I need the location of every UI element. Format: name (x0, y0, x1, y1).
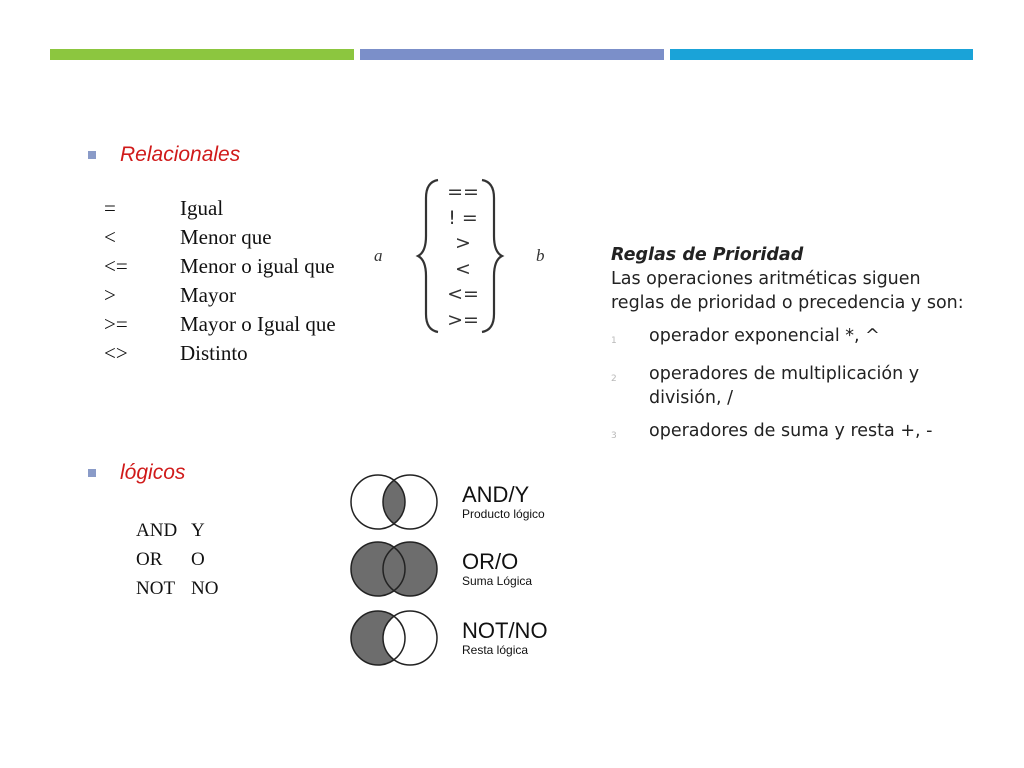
operator-symbol: = (104, 196, 116, 220)
operator-symbol: >= (104, 312, 128, 336)
brace-operator: < (455, 257, 471, 280)
relational-operators-table (104, 194, 336, 368)
venn-title: AND/Y (462, 482, 530, 507)
venn-or (348, 541, 532, 597)
brace-operator: >= (447, 308, 479, 331)
priority-rules (611, 243, 971, 448)
table-row (104, 252, 336, 281)
operator-symbol: <> (104, 341, 128, 365)
list-item (611, 324, 971, 353)
list-item-text: operador exponencial *, ^ (649, 326, 880, 346)
right-variable: b (536, 246, 545, 265)
operator-label: Menor o igual que (180, 254, 335, 278)
venn-and (348, 474, 545, 530)
list-item (611, 362, 971, 410)
venn-subtitle: Suma Lógica (462, 574, 533, 588)
brace-operator: == (447, 181, 479, 203)
table-row (104, 310, 336, 339)
list-item-text: operadores de multiplicación y división, / (649, 364, 920, 408)
list-item (611, 419, 971, 448)
venn-subtitle: Resta lógica (462, 643, 529, 657)
brace-operator: > (455, 232, 471, 254)
operator-label: Distinto (180, 341, 248, 365)
top-accent-bar-blue (360, 49, 664, 60)
venn-subtitle: Producto lógico (462, 507, 545, 521)
left-brace-icon (418, 180, 438, 332)
operator-english: NOT (136, 577, 176, 599)
list-marker: 2 (611, 374, 617, 384)
venn-and-icon (348, 474, 440, 530)
top-accent-bar-cyan (670, 49, 973, 60)
square-bullet-icon (88, 469, 96, 477)
operator-english: AND (136, 519, 178, 541)
venn-not-icon (348, 610, 440, 666)
brace-operator: <= (447, 283, 479, 305)
operator-spanish: Y (191, 519, 205, 541)
venn-or-icon (348, 541, 440, 597)
list-item-text: operadores de suma y resta +, - (649, 421, 933, 441)
operator-symbol: <= (104, 254, 128, 278)
table-row (136, 574, 218, 603)
venn-not (348, 610, 548, 666)
left-variable: a (374, 246, 383, 265)
brace-operator-list (445, 180, 481, 333)
rules-title: Reglas de Prioridad (611, 245, 804, 265)
operator-spanish: NO (191, 577, 219, 599)
list-marker: 3 (611, 431, 617, 441)
venn-title: OR/O (462, 549, 519, 574)
logicos-heading (88, 461, 185, 485)
operator-label: Mayor o Igual que (180, 312, 336, 336)
table-row (136, 516, 218, 545)
square-bullet-icon (88, 151, 96, 159)
operator-label: Menor que (180, 225, 272, 249)
venn-title: NOT/NO (462, 618, 548, 643)
operator-label: Igual (180, 196, 224, 220)
list-marker: 1 (611, 336, 617, 346)
operator-label: Mayor (180, 283, 236, 307)
logical-operators-table (136, 516, 218, 603)
relacionales-title: Relacionales (120, 143, 241, 166)
table-row (104, 281, 336, 310)
brace-operator: ! = (448, 206, 478, 229)
logicos-title: lógicos (120, 461, 186, 484)
operator-english: OR (136, 548, 163, 570)
rules-intro: Las operaciones aritméticas siguen reglas de prioridad o precedencia y son: (611, 269, 964, 313)
table-row (104, 194, 336, 223)
operator-symbol: > (104, 283, 116, 307)
operator-spanish: O (191, 548, 205, 570)
operator-symbol: < (104, 225, 116, 249)
relacionales-heading (88, 143, 240, 167)
table-row (104, 339, 336, 368)
table-row (136, 545, 218, 574)
table-row (104, 223, 336, 252)
top-accent-bar-green (50, 49, 354, 60)
right-brace-icon (482, 180, 502, 332)
